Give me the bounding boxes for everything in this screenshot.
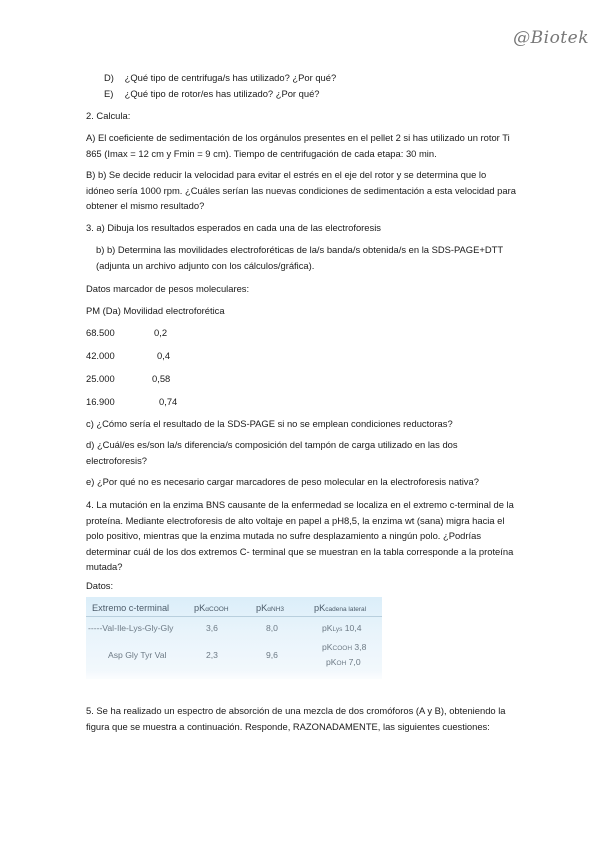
question-2a: A) El coeficiente de sedimentación de los orgánulos presentes en el pellet 2 si has utilizado un rotor Ti 865 (Imax = 12 cm y Fmin = 9 cm). Tiempo de centrifugación de cada etapa: 30 min. xyxy=(86,132,510,159)
c-terminal-table xyxy=(86,597,382,679)
markers-title: Datos marcador de pesos moleculares: xyxy=(86,283,250,294)
datos-label: Datos: xyxy=(86,580,114,591)
marker-mobility: 0,58 xyxy=(152,373,171,384)
table-fade xyxy=(86,670,382,684)
option-letter: E) xyxy=(104,88,114,99)
question-3e: e) ¿Por qué no es necesario cargar marcadores de peso molecular en la electroforesis nativa? xyxy=(86,476,479,487)
marker-mw: 68.500 xyxy=(86,327,115,338)
markers-header: PM (Da) Movilidad electroforética xyxy=(86,305,225,316)
question-2-title: 2. Calcula: xyxy=(86,110,131,121)
marker-mw: 25.000 xyxy=(86,373,115,384)
marker-mobility: 0,4 xyxy=(157,350,171,361)
option-d xyxy=(86,70,534,86)
table-divider xyxy=(86,616,382,617)
table-cell: -----Val-Ile-Lys-Gly-Gly xyxy=(88,623,174,633)
marker-mw: 16.900 xyxy=(86,396,115,407)
table-cell: 8,0 xyxy=(266,623,278,633)
question-3a: 3. a) Dibuja los resultados esperados en cada una de las electroforesis xyxy=(86,222,381,233)
table-cell: pKLys 10,4 xyxy=(322,623,362,633)
question-5: 5. Se ha realizado un espectro de absorción de una mezcla de dos cromóforos (A y B), obteniendo la figura que se muestra a continuación. Responde, RAZONADAMENTE, las siguientes cuestiones: xyxy=(86,705,506,732)
table-header: pKαCOOH xyxy=(194,603,229,613)
watermark: @Biotek xyxy=(513,28,589,48)
marker-row xyxy=(86,371,170,387)
question-2b: B) b) Se decide reducir la velocidad para evitar el estrés en el eje del rotor y se determina que lo idóneo sería 1000 rpm. ¿Cuáles serían las nuevas condiciones de sedimentación a esta velocidad para obtener el mismo resultado? xyxy=(86,169,516,211)
marker-row xyxy=(86,394,177,410)
table-cell: 2,3 xyxy=(206,650,218,660)
option-text: ¿Qué tipo de rotor/es has utilizado? ¿Por qué? xyxy=(124,88,320,99)
table-header: pKcadena lateral xyxy=(314,603,367,613)
question-4: 4. La mutación en la enzima BNS causante de la enfermedad se localiza en el extremo c-terminal de la proteína. Mediante electroforesis de alto voltaje en papel a pH8,5, la enzima wt (sana) migra hacia el polo positivo, mientras que la enzima mutada no sufre desplazamiento a ningún polo. ¿Podrías determinar cuál de los dos extremos C- terminal que se muestran en la tabla corresponde a la proteína mutada? xyxy=(86,499,514,572)
marker-mobility: 0,2 xyxy=(154,327,168,338)
table-cell: 3,6 xyxy=(206,623,218,633)
option-text: ¿Qué tipo de centrifuga/s has utilizado? ¿Por qué? xyxy=(124,72,337,83)
table-cell: pKOH 7,0 xyxy=(326,657,361,667)
table-header: pKαNH3 xyxy=(256,603,285,613)
question-3c: c) ¿Cómo sería el resultado de la SDS-PAGE si no se emplean condiciones reductoras? xyxy=(86,418,453,429)
option-letter: D) xyxy=(104,72,114,83)
table-cell: pKCOOH 3,8 xyxy=(322,642,367,652)
marker-row xyxy=(86,348,170,364)
marker-mobility: 0,74 xyxy=(159,396,178,407)
table-header: Extremo c-terminal xyxy=(92,603,170,613)
marker-mw: 42.000 xyxy=(86,350,115,361)
question-3d: d) ¿Cuál/es es/son la/s diferencia/s composición del tampón de carga utilizado en las dos electroforesis? xyxy=(86,439,458,466)
marker-row xyxy=(86,325,167,341)
table-cell: Asp Gly Tyr Val xyxy=(108,650,167,660)
table-cell: 9,6 xyxy=(266,650,278,660)
question-3b: b) b) Determina las movilidades electroforéticas de la/s banda/s obtenida/s en la SDS-PAGE+DTT (adjunta un archivo adjunto con los cálculos/gráfica). xyxy=(96,244,503,271)
option-e xyxy=(86,86,534,102)
